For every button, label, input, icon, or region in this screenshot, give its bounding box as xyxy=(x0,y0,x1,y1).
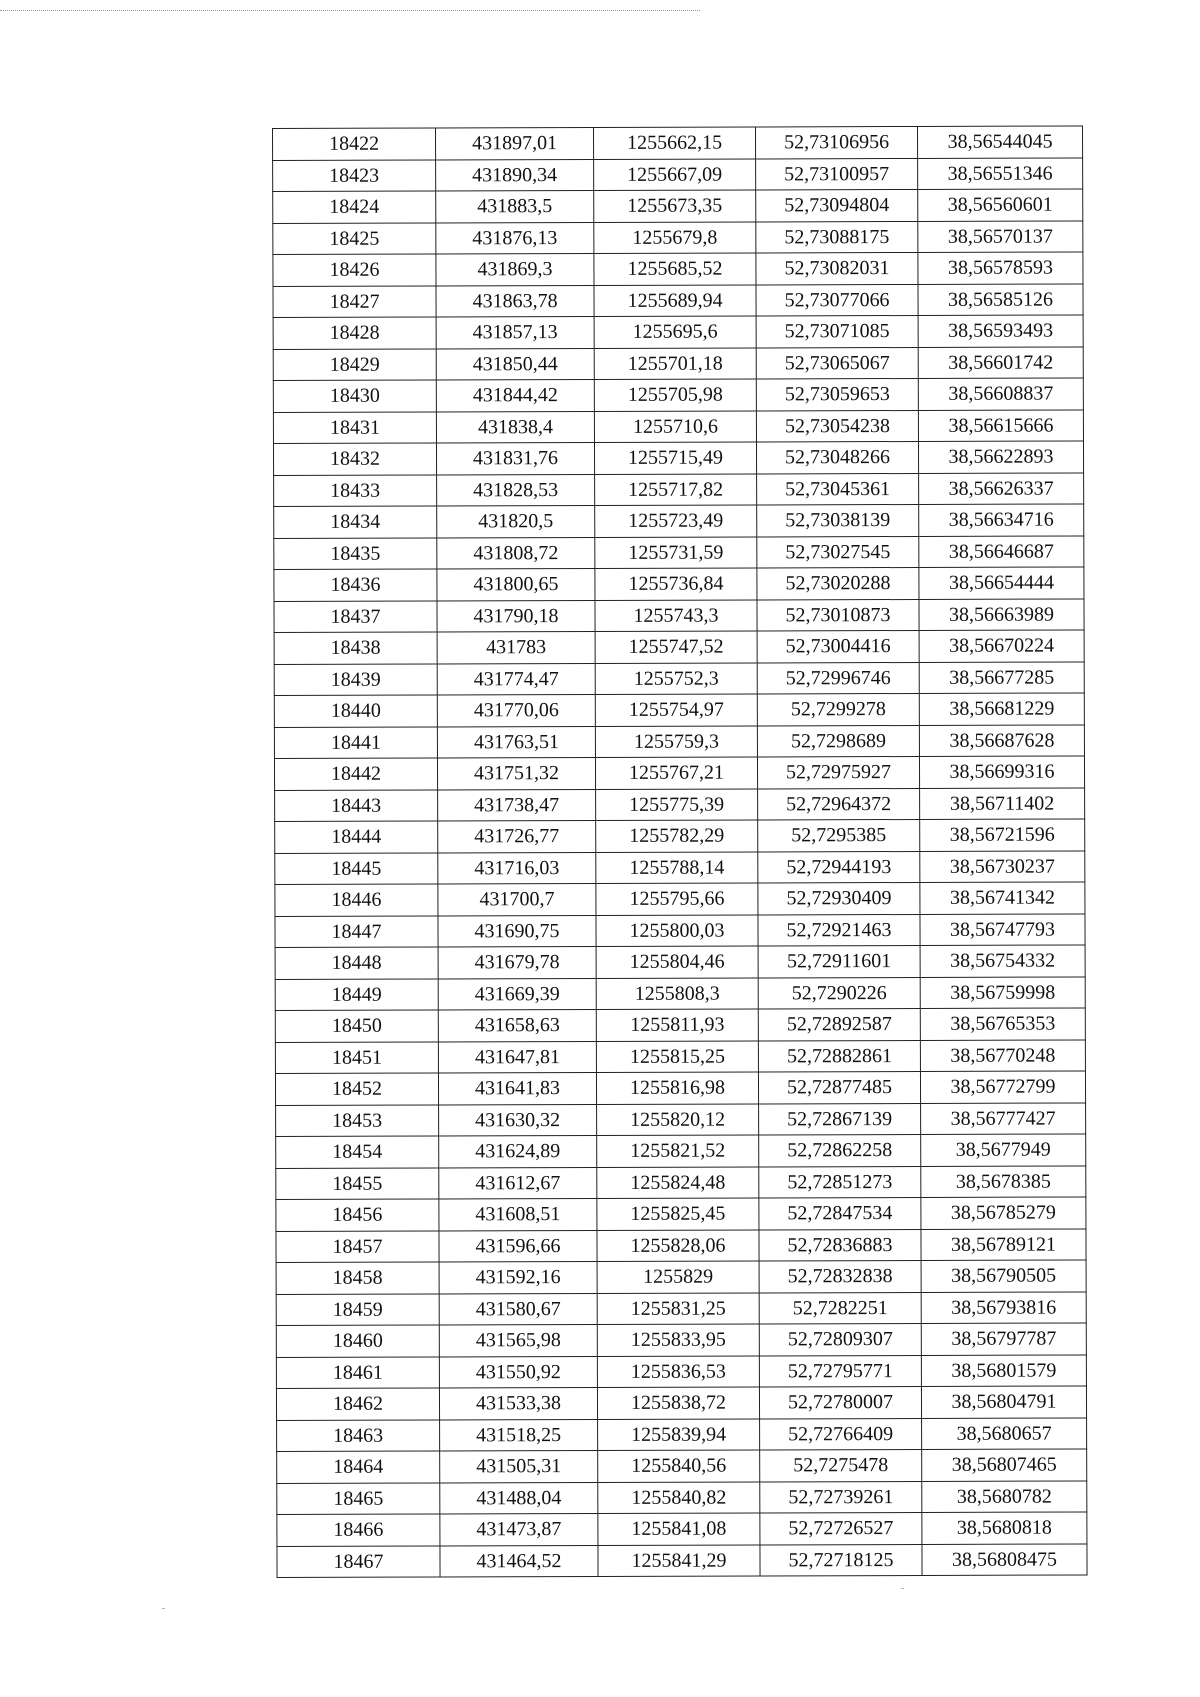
table-row xyxy=(276,1197,1086,1231)
latitude-cell: 52,72892587 xyxy=(758,1008,920,1040)
x-coordinate-cell: 431876,13 xyxy=(436,222,594,254)
y-coordinate-cell: 1255759,3 xyxy=(595,725,757,757)
y-coordinate-cell: 1255840,56 xyxy=(598,1450,760,1482)
point-number-cell: 18445 xyxy=(275,852,438,884)
point-number-cell: 18464 xyxy=(277,1451,440,1483)
table-row xyxy=(273,346,1083,380)
latitude-cell: 52,73048266 xyxy=(756,441,918,473)
longitude-cell: 38,56654444 xyxy=(919,567,1084,599)
latitude-cell: 52,72851273 xyxy=(759,1166,921,1198)
latitude-cell: 52,73059653 xyxy=(756,378,918,410)
longitude-cell: 38,56747793 xyxy=(920,913,1085,945)
x-coordinate-cell: 431838,4 xyxy=(436,411,594,443)
x-coordinate-cell: 431488,04 xyxy=(440,1482,598,1514)
x-coordinate-cell: 431857,13 xyxy=(436,316,594,348)
point-number-cell: 18463 xyxy=(277,1419,440,1451)
point-number-cell: 18434 xyxy=(274,506,437,538)
y-coordinate-cell: 1255824,48 xyxy=(597,1166,759,1198)
point-number-cell: 18451 xyxy=(275,1041,438,1073)
point-number-cell: 18428 xyxy=(273,317,436,349)
longitude-cell: 38,56677285 xyxy=(919,661,1084,693)
table-row xyxy=(273,157,1083,191)
point-number-cell: 18431 xyxy=(273,411,436,443)
longitude-cell: 38,56772799 xyxy=(920,1071,1085,1103)
coordinates-table xyxy=(272,125,1088,1578)
y-coordinate-cell: 1255841,29 xyxy=(598,1544,760,1576)
longitude-cell: 38,56608837 xyxy=(918,378,1083,410)
y-coordinate-cell: 1255705,98 xyxy=(594,379,756,411)
longitude-cell: 38,56615666 xyxy=(918,409,1083,441)
longitude-cell: 38,5680657 xyxy=(922,1417,1087,1449)
y-coordinate-cell: 1255836,53 xyxy=(597,1355,759,1387)
point-number-cell: 18440 xyxy=(274,695,437,727)
point-number-cell: 18467 xyxy=(277,1545,440,1577)
point-number-cell: 18462 xyxy=(276,1388,439,1420)
longitude-cell: 38,56730237 xyxy=(920,850,1085,882)
point-number-cell: 18424 xyxy=(273,191,436,223)
longitude-cell: 38,56797787 xyxy=(921,1323,1086,1355)
table-row xyxy=(275,1039,1085,1073)
x-coordinate-cell: 431592,16 xyxy=(439,1261,597,1293)
point-number-cell: 18432 xyxy=(273,443,436,475)
y-coordinate-cell: 1255710,6 xyxy=(594,410,756,442)
y-coordinate-cell: 1255795,66 xyxy=(596,883,758,915)
x-coordinate-cell: 431738,47 xyxy=(438,789,596,821)
x-coordinate-cell: 431828,53 xyxy=(437,474,595,506)
x-coordinate-cell: 431641,83 xyxy=(438,1072,596,1104)
x-coordinate-cell: 431763,51 xyxy=(437,726,595,758)
longitude-cell: 38,56663989 xyxy=(919,598,1084,630)
longitude-cell: 38,56765353 xyxy=(920,1008,1085,1040)
x-coordinate-cell: 431647,81 xyxy=(438,1041,596,1073)
table-row xyxy=(274,630,1084,664)
latitude-cell: 52,73094804 xyxy=(756,189,918,221)
scan-artifact-line xyxy=(0,10,700,11)
point-number-cell: 18460 xyxy=(276,1325,439,1357)
longitude-cell: 38,56670224 xyxy=(919,630,1084,662)
table-row xyxy=(274,724,1084,758)
longitude-cell: 38,56711402 xyxy=(920,787,1085,819)
x-coordinate-cell: 431783 xyxy=(437,631,595,663)
table-row xyxy=(277,1449,1087,1483)
table-row xyxy=(276,1323,1086,1357)
longitude-cell: 38,56807465 xyxy=(922,1449,1087,1481)
point-number-cell: 18429 xyxy=(273,348,436,380)
y-coordinate-cell: 1255839,94 xyxy=(598,1418,760,1450)
latitude-cell: 52,72877485 xyxy=(758,1071,920,1103)
y-coordinate-cell: 1255767,21 xyxy=(595,757,757,789)
scan-speck xyxy=(901,1588,904,1589)
y-coordinate-cell: 1255775,39 xyxy=(596,788,758,820)
y-coordinate-cell: 1255685,52 xyxy=(594,253,756,285)
table-row xyxy=(275,819,1085,853)
point-number-cell: 18425 xyxy=(273,222,436,254)
latitude-cell: 52,73004416 xyxy=(757,630,919,662)
longitude-cell: 38,56699316 xyxy=(919,756,1084,788)
y-coordinate-cell: 1255731,59 xyxy=(595,536,757,568)
y-coordinate-cell: 1255695,6 xyxy=(594,316,756,348)
table-row xyxy=(273,315,1083,349)
longitude-cell: 38,56681229 xyxy=(919,693,1084,725)
latitude-cell: 52,72809307 xyxy=(759,1323,921,1355)
longitude-cell: 38,56808475 xyxy=(922,1543,1087,1575)
y-coordinate-cell: 1255782,29 xyxy=(596,820,758,852)
latitude-cell: 52,72944193 xyxy=(758,851,920,883)
point-number-cell: 18458 xyxy=(276,1262,439,1294)
table-row xyxy=(273,378,1083,412)
latitude-cell: 52,72921463 xyxy=(758,914,920,946)
latitude-cell: 52,73027545 xyxy=(757,536,919,568)
longitude-cell: 38,56570137 xyxy=(918,220,1083,252)
x-coordinate-cell: 431850,44 xyxy=(436,348,594,380)
point-number-cell: 18453 xyxy=(276,1104,439,1136)
x-coordinate-cell: 431533,38 xyxy=(439,1387,597,1419)
latitude-cell: 52,72718125 xyxy=(760,1544,922,1576)
longitude-cell: 38,56804791 xyxy=(921,1386,1086,1418)
x-coordinate-cell: 431473,87 xyxy=(440,1513,598,1545)
y-coordinate-cell: 1255701,18 xyxy=(594,347,756,379)
table-row xyxy=(277,1480,1087,1514)
longitude-cell: 38,56801579 xyxy=(921,1354,1086,1386)
latitude-cell: 52,72795771 xyxy=(759,1355,921,1387)
y-coordinate-cell: 1255788,14 xyxy=(596,851,758,883)
point-number-cell: 18436 xyxy=(274,569,437,601)
point-number-cell: 18457 xyxy=(276,1230,439,1262)
table-row xyxy=(275,882,1085,916)
table-row xyxy=(275,976,1085,1010)
x-coordinate-cell: 431790,18 xyxy=(437,600,595,632)
table-row xyxy=(273,441,1083,475)
latitude-cell: 52,72867139 xyxy=(759,1103,921,1135)
table-row xyxy=(275,787,1085,821)
latitude-cell: 52,7282251 xyxy=(759,1292,921,1324)
x-coordinate-cell: 431464,52 xyxy=(440,1545,598,1577)
x-coordinate-cell: 431630,32 xyxy=(439,1104,597,1136)
y-coordinate-cell: 1255815,25 xyxy=(596,1040,758,1072)
y-coordinate-cell: 1255743,3 xyxy=(595,599,757,631)
point-number-cell: 18448 xyxy=(275,947,438,979)
y-coordinate-cell: 1255841,08 xyxy=(598,1513,760,1545)
table-row xyxy=(276,1354,1086,1388)
x-coordinate-cell: 431580,67 xyxy=(439,1293,597,1325)
table-row xyxy=(274,535,1084,569)
table-row xyxy=(277,1543,1087,1577)
latitude-cell: 52,73071085 xyxy=(756,315,918,347)
longitude-cell: 38,56585126 xyxy=(918,283,1083,315)
longitude-cell: 38,5680782 xyxy=(922,1480,1087,1512)
latitude-cell: 52,73077066 xyxy=(756,284,918,316)
y-coordinate-cell: 1255754,97 xyxy=(595,694,757,726)
point-number-cell: 18423 xyxy=(273,159,436,191)
table-row xyxy=(276,1165,1086,1199)
x-coordinate-cell: 431897,01 xyxy=(436,127,594,159)
latitude-cell: 52,7298689 xyxy=(757,725,919,757)
point-number-cell: 18430 xyxy=(273,380,436,412)
table-row xyxy=(275,1008,1085,1042)
latitude-cell: 52,73054238 xyxy=(756,410,918,442)
table-row xyxy=(274,472,1084,506)
longitude-cell: 38,56626337 xyxy=(919,472,1084,504)
x-coordinate-cell: 431751,32 xyxy=(437,757,595,789)
scan-speck xyxy=(162,1608,165,1609)
point-number-cell: 18439 xyxy=(274,663,437,695)
latitude-cell: 52,72836883 xyxy=(759,1229,921,1261)
point-number-cell: 18437 xyxy=(274,600,437,632)
x-coordinate-cell: 431505,31 xyxy=(440,1450,598,1482)
point-number-cell: 18461 xyxy=(276,1356,439,1388)
latitude-cell: 52,72766409 xyxy=(760,1418,922,1450)
point-number-cell: 18450 xyxy=(275,1010,438,1042)
x-coordinate-cell: 431690,75 xyxy=(438,915,596,947)
point-number-cell: 18438 xyxy=(274,632,437,664)
point-number-cell: 18443 xyxy=(275,789,438,821)
point-number-cell: 18435 xyxy=(274,537,437,569)
y-coordinate-cell: 1255840,82 xyxy=(598,1481,760,1513)
y-coordinate-cell: 1255689,94 xyxy=(594,284,756,316)
y-coordinate-cell: 1255723,49 xyxy=(595,505,757,537)
latitude-cell: 52,73065067 xyxy=(756,347,918,379)
table-row xyxy=(276,1134,1086,1168)
longitude-cell: 38,56646687 xyxy=(919,535,1084,567)
x-coordinate-cell: 431679,78 xyxy=(438,946,596,978)
point-number-cell: 18452 xyxy=(275,1073,438,1105)
y-coordinate-cell: 1255679,8 xyxy=(594,221,756,253)
longitude-cell: 38,56789121 xyxy=(921,1228,1086,1260)
longitude-cell: 38,56551346 xyxy=(918,157,1083,189)
point-number-cell: 18465 xyxy=(277,1482,440,1514)
x-coordinate-cell: 431612,67 xyxy=(439,1167,597,1199)
table-row xyxy=(273,189,1083,223)
point-number-cell: 18442 xyxy=(274,758,437,790)
y-coordinate-cell: 1255831,25 xyxy=(597,1292,759,1324)
y-coordinate-cell: 1255825,45 xyxy=(597,1198,759,1230)
x-coordinate-cell: 431820,5 xyxy=(437,505,595,537)
longitude-cell: 38,56544045 xyxy=(917,126,1082,158)
longitude-cell: 38,56777427 xyxy=(921,1102,1086,1134)
y-coordinate-cell: 1255833,95 xyxy=(597,1324,759,1356)
latitude-cell: 52,72882861 xyxy=(758,1040,920,1072)
latitude-cell: 52,73038139 xyxy=(757,504,919,536)
table-row xyxy=(273,409,1083,443)
latitude-cell: 52,7275478 xyxy=(760,1449,922,1481)
longitude-cell: 38,56721596 xyxy=(920,819,1085,851)
x-coordinate-cell: 431863,78 xyxy=(436,285,594,317)
longitude-cell: 38,5680818 xyxy=(922,1512,1087,1544)
latitude-cell: 52,72832838 xyxy=(759,1260,921,1292)
x-coordinate-cell: 431890,34 xyxy=(436,159,594,191)
latitude-cell: 52,73045361 xyxy=(757,473,919,505)
latitude-cell: 52,73088175 xyxy=(756,221,918,253)
y-coordinate-cell: 1255821,52 xyxy=(597,1135,759,1167)
latitude-cell: 52,72930409 xyxy=(758,882,920,914)
x-coordinate-cell: 431596,66 xyxy=(439,1230,597,1262)
table-row xyxy=(277,1512,1087,1546)
point-number-cell: 18466 xyxy=(277,1514,440,1546)
point-number-cell: 18427 xyxy=(273,285,436,317)
x-coordinate-cell: 431700,7 xyxy=(438,883,596,915)
point-number-cell: 18446 xyxy=(275,884,438,916)
table-row xyxy=(274,504,1084,538)
y-coordinate-cell: 1255667,09 xyxy=(594,158,756,190)
y-coordinate-cell: 1255715,49 xyxy=(594,442,756,474)
table-row xyxy=(276,1291,1086,1325)
longitude-cell: 38,56578593 xyxy=(918,252,1083,284)
latitude-cell: 52,73020288 xyxy=(757,567,919,599)
longitude-cell: 38,56793816 xyxy=(921,1291,1086,1323)
latitude-cell: 52,7299278 xyxy=(757,693,919,725)
y-coordinate-cell: 1255808,3 xyxy=(596,977,758,1009)
latitude-cell: 52,7295385 xyxy=(758,819,920,851)
x-coordinate-cell: 431658,63 xyxy=(438,1009,596,1041)
table-row xyxy=(274,693,1084,727)
table-row xyxy=(274,567,1084,601)
point-number-cell: 18441 xyxy=(274,726,437,758)
latitude-cell: 52,72847534 xyxy=(759,1197,921,1229)
table-row xyxy=(274,598,1084,632)
longitude-cell: 38,56790505 xyxy=(921,1260,1086,1292)
latitude-cell: 52,72780007 xyxy=(759,1386,921,1418)
point-number-cell: 18449 xyxy=(275,978,438,1010)
latitude-cell: 52,72975927 xyxy=(757,756,919,788)
latitude-cell: 52,73010873 xyxy=(757,599,919,631)
longitude-cell: 38,56785279 xyxy=(921,1197,1086,1229)
longitude-cell: 38,5677949 xyxy=(921,1134,1086,1166)
y-coordinate-cell: 1255752,3 xyxy=(595,662,757,694)
y-coordinate-cell: 1255820,12 xyxy=(597,1103,759,1135)
longitude-cell: 38,56770248 xyxy=(920,1039,1085,1071)
x-coordinate-cell: 431624,89 xyxy=(439,1135,597,1167)
y-coordinate-cell: 1255800,03 xyxy=(596,914,758,946)
point-number-cell: 18456 xyxy=(276,1199,439,1231)
latitude-cell: 52,72739261 xyxy=(760,1481,922,1513)
y-coordinate-cell: 1255747,52 xyxy=(595,631,757,663)
longitude-cell: 38,5678385 xyxy=(921,1165,1086,1197)
table-row xyxy=(273,220,1083,254)
coordinates-table-body xyxy=(273,126,1088,1578)
x-coordinate-cell: 431831,76 xyxy=(436,442,594,474)
latitude-cell: 52,72996746 xyxy=(757,662,919,694)
table-row xyxy=(273,283,1083,317)
y-coordinate-cell: 1255811,93 xyxy=(596,1009,758,1041)
table-row xyxy=(274,661,1084,695)
y-coordinate-cell: 1255816,98 xyxy=(596,1072,758,1104)
y-coordinate-cell: 1255717,82 xyxy=(595,473,757,505)
latitude-cell: 52,73106956 xyxy=(755,126,917,158)
point-number-cell: 18447 xyxy=(275,915,438,947)
table-row xyxy=(273,126,1083,160)
table-row xyxy=(275,850,1085,884)
latitude-cell: 52,72862258 xyxy=(759,1134,921,1166)
x-coordinate-cell: 431669,39 xyxy=(438,978,596,1010)
point-number-cell: 18422 xyxy=(273,128,436,160)
longitude-cell: 38,56741342 xyxy=(920,882,1085,914)
longitude-cell: 38,56759998 xyxy=(920,976,1085,1008)
x-coordinate-cell: 431550,92 xyxy=(439,1356,597,1388)
y-coordinate-cell: 1255804,46 xyxy=(596,946,758,978)
point-number-cell: 18433 xyxy=(274,474,437,506)
y-coordinate-cell: 1255662,15 xyxy=(594,127,756,159)
x-coordinate-cell: 431726,77 xyxy=(438,820,596,852)
latitude-cell: 52,73100957 xyxy=(756,158,918,190)
table-row xyxy=(276,1386,1086,1420)
longitude-cell: 38,56754332 xyxy=(920,945,1085,977)
table-row xyxy=(275,945,1085,979)
y-coordinate-cell: 1255829 xyxy=(597,1261,759,1293)
y-coordinate-cell: 1255828,06 xyxy=(597,1229,759,1261)
longitude-cell: 38,56560601 xyxy=(918,189,1083,221)
longitude-cell: 38,56634716 xyxy=(919,504,1084,536)
table-row xyxy=(277,1417,1087,1451)
longitude-cell: 38,56687628 xyxy=(919,724,1084,756)
y-coordinate-cell: 1255838,72 xyxy=(597,1387,759,1419)
point-number-cell: 18455 xyxy=(276,1167,439,1199)
x-coordinate-cell: 431844,42 xyxy=(436,379,594,411)
latitude-cell: 52,72726527 xyxy=(760,1512,922,1544)
table-row xyxy=(276,1260,1086,1294)
x-coordinate-cell: 431883,5 xyxy=(436,190,594,222)
y-coordinate-cell: 1255673,35 xyxy=(594,190,756,222)
x-coordinate-cell: 431800,65 xyxy=(437,568,595,600)
table-row xyxy=(276,1228,1086,1262)
x-coordinate-cell: 431774,47 xyxy=(437,663,595,695)
x-coordinate-cell: 431770,06 xyxy=(437,694,595,726)
point-number-cell: 18426 xyxy=(273,254,436,286)
longitude-cell: 38,56601742 xyxy=(918,346,1083,378)
point-number-cell: 18459 xyxy=(276,1293,439,1325)
x-coordinate-cell: 431565,98 xyxy=(439,1324,597,1356)
point-number-cell: 18444 xyxy=(275,821,438,853)
latitude-cell: 52,7290226 xyxy=(758,977,920,1009)
y-coordinate-cell: 1255736,84 xyxy=(595,568,757,600)
table-row xyxy=(275,1071,1085,1105)
longitude-cell: 38,56622893 xyxy=(918,441,1083,473)
table-row xyxy=(273,252,1083,286)
x-coordinate-cell: 431808,72 xyxy=(437,537,595,569)
latitude-cell: 52,72911601 xyxy=(758,945,920,977)
x-coordinate-cell: 431716,03 xyxy=(438,852,596,884)
x-coordinate-cell: 431518,25 xyxy=(440,1419,598,1451)
latitude-cell: 52,73082031 xyxy=(756,252,918,284)
point-number-cell: 18454 xyxy=(276,1136,439,1168)
table-row xyxy=(274,756,1084,790)
table-row xyxy=(275,913,1085,947)
x-coordinate-cell: 431608,51 xyxy=(439,1198,597,1230)
table-row xyxy=(276,1102,1086,1136)
latitude-cell: 52,72964372 xyxy=(758,788,920,820)
longitude-cell: 38,56593493 xyxy=(918,315,1083,347)
x-coordinate-cell: 431869,3 xyxy=(436,253,594,285)
